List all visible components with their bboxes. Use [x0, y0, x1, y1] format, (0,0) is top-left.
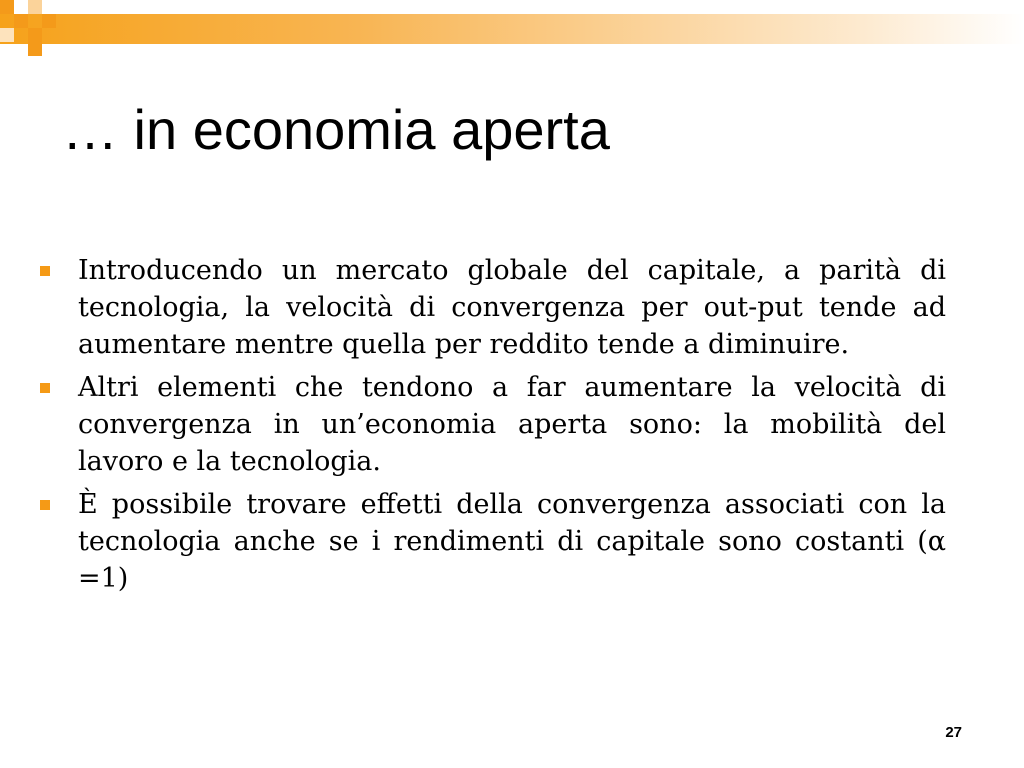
decoration-square [14, 14, 28, 28]
bullet-list [40, 252, 946, 603]
bullet-text: Introducendo un mercato globale del capitale, a parità di tecnologia, la velocità di convergenza per out-put tende ad aumentare mentre quella per reddito tende a diminuire. [78, 255, 946, 360]
slide-title: … in economia aperta [62, 98, 610, 161]
header-decoration-band [0, 14, 1024, 44]
bullet-item [40, 369, 946, 480]
decoration-square [28, 42, 42, 56]
bullet-item [40, 252, 946, 363]
square-bullet-icon [40, 500, 50, 510]
bullet-item [40, 486, 946, 597]
decoration-square [0, 28, 14, 42]
decoration-square [0, 0, 14, 14]
decoration-square [28, 28, 42, 42]
page-number: 27 [945, 724, 962, 741]
bullet-text: Altri elementi che tendono a far aumentare la velocità di convergenza in un’economia aperta sono: la mobilità del lavoro e la tecnologia. [78, 372, 946, 477]
bullet-text: È possibile trovare effetti della convergenza associati con la tecnologia anche se i rendimenti di capitale sono costanti (α =1) [78, 489, 946, 594]
square-bullet-icon [40, 383, 50, 393]
decoration-square [28, 0, 42, 14]
decoration-square [42, 14, 56, 28]
square-bullet-icon [40, 266, 50, 276]
